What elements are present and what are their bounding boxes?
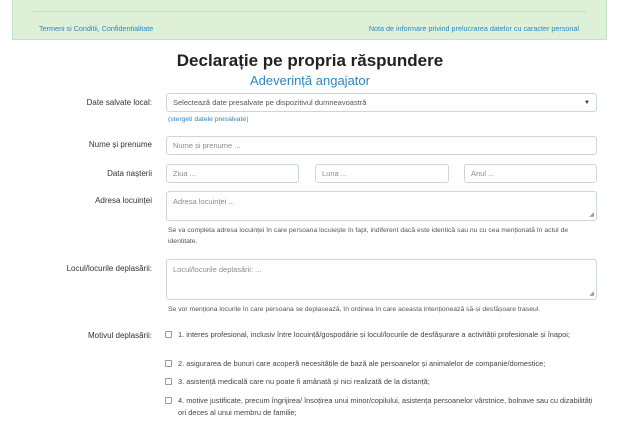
reason-checkbox-3[interactable] [165,378,172,385]
reason-checkbox-4[interactable] [165,397,172,404]
reason-option-2[interactable] [165,358,595,370]
chevron-down-icon: ▼ [584,99,590,106]
travel-locations-label: Locul/locurile deplasării: [66,264,152,273]
reason-option-3[interactable] [165,376,595,388]
name-label: Nume și prenume [88,140,152,149]
reason-option-1[interactable] [165,329,595,341]
travel-locations-placeholder: Locul/locurile deplasării: ... [173,265,262,274]
reason-option-4[interactable] [165,395,595,419]
resize-handle-icon[interactable]: ◢ [589,291,594,297]
address-label: Adresa locuinței [95,196,152,205]
address-placeholder: Adresa locuinței ... [173,197,235,206]
travel-locations-input[interactable] [166,259,597,300]
saved-data-select[interactable] [166,93,597,112]
birth-year-input[interactable]: Anul ... [464,164,597,183]
saved-data-label: Date salvate local: [86,98,152,107]
birth-day-input[interactable]: Ziua ... [166,164,299,183]
birth-month-input[interactable]: Luna ... [315,164,449,183]
reason-option-2-text: 2. asigurarea de bunuri care acoperă necesitățile de bază ale persoanelor și animalelor de companie/domestice; [178,359,546,368]
reason-checkbox-2[interactable] [165,360,172,367]
birth-date-label: Data nașterii [107,169,152,178]
terms-link[interactable]: Termeni si Conditii, Confidentialitate [39,24,154,33]
reason-checkbox-1[interactable] [165,331,172,338]
address-help-text: Se va completa adresa locuinței în care persoana locuiește în fapt, indiferent dacă este identică sau nu cu cea menționată în actul de identitate. [168,227,569,245]
address-input[interactable] [166,191,597,221]
top-banner [12,0,607,40]
reason-option-1-text: 1. interes profesional, inclusiv între locuință/gospodărie și locul/locurile de desfășurare a activității profesionale și înapoi; [178,330,570,339]
saved-data-selected: Selectează date presalvate pe dispozitivul dumneavoastră [173,98,367,107]
reason-label: Motivul deplasării: [87,331,152,340]
reason-option-4-text: 4. motive justificate, precum îngrijirea/ însoțirea unui minor/copilului, asistența persoanelor vârstnice, bolnave sau cu dizabilități ori deces al unui membru de familie; [178,396,593,417]
delete-saved-data-link[interactable]: (stergeti datele presalvate) [168,116,249,123]
resize-handle-icon[interactable]: ◢ [589,212,594,218]
privacy-notice-link[interactable]: Nota de informare privind prelucrarea datelor cu caracter personal [368,24,579,33]
banner-divider [33,11,586,12]
reason-option-3-text: 3. asistență medicală care nu poate fi amânată și nici realizată de la distanță; [178,377,430,386]
page-title: Declarație pe propria răspundere [176,51,444,70]
travel-locations-help-text: Se vor menționa locurile în care persoana se deplasează, în ordinea în care aceasta intenționează să-și desfășoare traseul. [168,306,541,313]
page-subtitle: Adeverință angajator [250,73,370,88]
name-input[interactable]: Nume și prenume ... [166,136,597,155]
